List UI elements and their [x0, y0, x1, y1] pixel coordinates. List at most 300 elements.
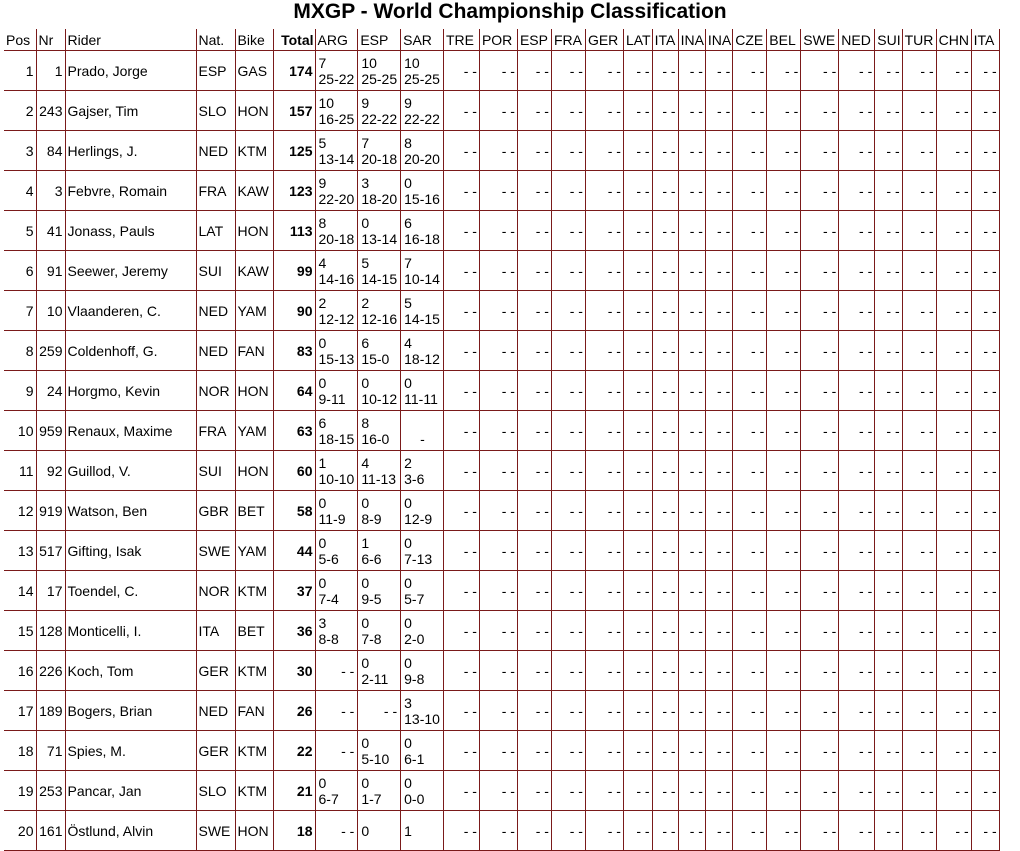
round-points: 0	[404, 654, 412, 671]
nationality-cell: FRA	[196, 411, 235, 451]
round-points-blank	[404, 415, 440, 431]
round-result	[358, 411, 401, 451]
round-result-empty: - -	[801, 291, 839, 331]
round-result-empty: - -	[443, 411, 479, 451]
round-result-empty: - -	[623, 691, 652, 731]
round-points: 10	[361, 54, 377, 71]
round-result	[401, 371, 444, 411]
round-result	[401, 91, 444, 131]
round-result	[401, 171, 444, 211]
total-points: 99	[273, 251, 315, 291]
nationality-cell: NED	[196, 131, 235, 171]
round-result-empty: - -	[839, 171, 875, 211]
round-result	[401, 211, 444, 251]
round-result	[401, 731, 444, 771]
bike-cell: FAN	[235, 331, 273, 371]
round-result-empty: - -	[585, 571, 623, 611]
round-result-empty: - -	[652, 451, 678, 491]
heat-results: 16-25	[318, 110, 355, 127]
round-result-empty: - -	[801, 211, 839, 251]
round-result-empty: - -	[678, 251, 705, 291]
column-header-tre-9: TRE	[443, 29, 479, 51]
rider-name: Seewer, Jeremy	[65, 251, 196, 291]
round-result-empty: - -	[652, 571, 678, 611]
column-header-nat-3: Nat.	[196, 29, 235, 51]
round-result-empty: - -	[875, 611, 902, 651]
round-result-empty: - -	[936, 571, 971, 611]
round-result-empty: - -	[902, 371, 936, 411]
round-result-empty: - -	[705, 91, 732, 131]
total-points: 63	[273, 411, 315, 451]
round-result-empty: - -	[585, 131, 623, 171]
round-result-empty: - -	[875, 451, 902, 491]
round-result-empty: - -	[652, 131, 678, 171]
round-result-empty: - -	[517, 171, 551, 211]
round-result	[315, 91, 358, 131]
round-result-empty: - -	[652, 251, 678, 291]
round-result-empty: - -	[479, 411, 517, 451]
round-points: 9	[318, 174, 327, 191]
table-row	[4, 251, 999, 291]
round-result-empty: - -	[678, 131, 705, 171]
round-result	[358, 251, 401, 291]
round-result	[315, 371, 358, 411]
number-cell: 959	[36, 411, 65, 451]
round-result-empty: - -	[839, 691, 875, 731]
nationality-cell: ITA	[196, 611, 235, 651]
round-result-empty: - -	[551, 611, 585, 651]
round-result-empty: - -	[801, 771, 839, 811]
heat-results: 9-11	[318, 390, 346, 407]
column-header-ned-21: NED	[839, 29, 875, 51]
round-result-empty: - -	[585, 251, 623, 291]
round-result	[315, 251, 358, 291]
nationality-cell: NED	[196, 331, 235, 371]
heat-results: 14-15	[404, 310, 440, 327]
rider-name: Gajser, Tim	[65, 91, 196, 131]
round-result-empty: - -	[479, 611, 517, 651]
round-result-empty: - -	[443, 371, 479, 411]
rider-name: Östlund, Alvin	[65, 811, 196, 851]
bike-cell: HON	[235, 371, 273, 411]
round-result	[358, 171, 401, 211]
round-result-empty: - -	[733, 251, 767, 291]
round-result-empty: - -	[875, 691, 902, 731]
heat-results: 12-9	[404, 510, 433, 527]
round-result-empty: - -	[902, 771, 936, 811]
round-result-empty: - -	[801, 91, 839, 131]
round-result-empty: - -	[902, 691, 936, 731]
round-result-empty: - -	[767, 291, 801, 331]
round-result-empty: - -	[479, 651, 517, 691]
round-result-empty: - -	[517, 371, 551, 411]
bike-cell: HON	[235, 211, 273, 251]
round-result-empty: - -	[971, 51, 999, 91]
round-result-empty: - -	[936, 771, 971, 811]
round-points: 0	[361, 214, 370, 231]
round-result-empty: - -	[801, 411, 839, 451]
round-result-empty: - -	[623, 331, 652, 371]
column-header-arg-6: ARG	[315, 29, 358, 51]
round-result-empty: - -	[479, 171, 517, 211]
round-result-empty: - -	[517, 131, 551, 171]
number-cell: 41	[36, 211, 65, 251]
round-result-empty: - -	[767, 131, 801, 171]
round-result-empty: - -	[479, 251, 517, 291]
round-result	[315, 531, 358, 571]
round-result	[358, 131, 401, 171]
round-result-empty: - -	[705, 531, 732, 571]
round-result	[358, 531, 401, 571]
round-result-empty: - -	[936, 251, 971, 291]
column-header-lat-14: LAT	[623, 29, 652, 51]
round-result-empty: - -	[733, 731, 767, 771]
round-result-empty: - -	[767, 411, 801, 451]
table-row	[4, 331, 999, 371]
round-result-empty: - -	[936, 211, 971, 251]
round-result-empty: - -	[971, 811, 999, 851]
position-cell: 6	[4, 251, 36, 291]
round-points: 0	[361, 574, 370, 591]
round-result-empty: - -	[801, 731, 839, 771]
round-points: 0	[404, 494, 412, 511]
table-row	[4, 571, 999, 611]
number-cell: 517	[36, 531, 65, 571]
page-title: MXGP - World Championship Classification	[293, 0, 727, 23]
number-cell: 253	[36, 771, 65, 811]
round-points: 5	[318, 134, 327, 151]
round-result-empty: - -	[733, 331, 767, 371]
round-result-empty: - -	[623, 291, 652, 331]
round-result-empty: - -	[678, 531, 705, 571]
round-result-empty: - -	[705, 251, 732, 291]
round-result	[401, 251, 444, 291]
table-row	[4, 691, 999, 731]
round-result	[358, 491, 401, 531]
round-result-empty: - -	[443, 611, 479, 651]
round-result-empty: - -	[551, 531, 585, 571]
round-result-empty: - -	[767, 691, 801, 731]
round-result-empty: - -	[585, 451, 623, 491]
round-result-empty: - -	[443, 51, 479, 91]
round-result-empty: - -	[551, 51, 585, 91]
round-result-empty: - -	[971, 651, 999, 691]
round-result-empty: - -	[875, 51, 902, 91]
heat-results: 7-8	[361, 630, 382, 647]
heat-results: 8-9	[361, 510, 382, 527]
round-result-empty: - -	[875, 571, 902, 611]
round-result-empty: - -	[902, 651, 936, 691]
heat-results: 6-7	[318, 790, 339, 807]
heat-results: 0-0	[404, 790, 425, 807]
round-result-empty: - -	[839, 371, 875, 411]
nationality-cell: NOR	[196, 371, 235, 411]
round-result-empty: - -	[875, 411, 902, 451]
round-result-empty: - -	[652, 731, 678, 771]
round-result-empty: - -	[733, 691, 767, 731]
round-result-empty: - -	[705, 211, 732, 251]
nationality-cell: SWE	[196, 531, 235, 571]
heat-results: 22-20	[318, 190, 355, 207]
round-result	[358, 771, 401, 811]
position-cell: 11	[4, 451, 36, 491]
round-result	[401, 451, 444, 491]
round-result-empty: - -	[767, 331, 801, 371]
round-points: 9	[404, 94, 412, 111]
round-result-empty: - -	[733, 651, 767, 691]
bike-cell: YAM	[235, 291, 273, 331]
round-result-empty: - -	[623, 131, 652, 171]
heat-results: 8-8	[318, 630, 339, 647]
round-result	[315, 491, 358, 531]
round-result-empty: - -	[902, 131, 936, 171]
round-result-empty: - -	[936, 51, 971, 91]
round-result-empty: - -	[839, 771, 875, 811]
round-result-empty: - -	[936, 91, 971, 131]
round-result-empty: - -	[733, 211, 767, 251]
round-result-empty: - -	[551, 651, 585, 691]
round-points: 5	[404, 294, 412, 311]
round-result-empty: - -	[971, 251, 999, 291]
round-result-empty: - -	[443, 451, 479, 491]
rider-name: Renaux, Maxime	[65, 411, 196, 451]
round-result-empty: - -	[443, 571, 479, 611]
round-result	[315, 211, 358, 251]
round-points: 0	[318, 534, 327, 551]
round-result-empty: - -	[652, 211, 678, 251]
column-header-ina-16: INA	[678, 29, 705, 51]
round-result-empty: - -	[875, 291, 902, 331]
round-result-empty: - -	[678, 691, 705, 731]
round-result-empty: - -	[551, 371, 585, 411]
round-result-empty: - -	[623, 51, 652, 91]
column-header-por-10: POR	[479, 29, 517, 51]
round-result-empty: - -	[443, 251, 479, 291]
round-result-empty: - -	[551, 411, 585, 451]
total-points: 30	[273, 651, 315, 691]
total-points: 64	[273, 371, 315, 411]
round-points: 0	[404, 534, 412, 551]
round-result-empty: - -	[652, 531, 678, 571]
nationality-cell: SUI	[196, 451, 235, 491]
round-result-empty: - -	[971, 211, 999, 251]
round-result-empty: - -	[801, 611, 839, 651]
position-cell: 4	[4, 171, 36, 211]
column-header-rider-2: Rider	[65, 29, 196, 51]
total-points: 37	[273, 571, 315, 611]
round-result-empty: - -	[801, 691, 839, 731]
round-result-empty: - -	[479, 691, 517, 731]
round-result-empty: - -	[902, 171, 936, 211]
round-result-empty: - -	[801, 651, 839, 691]
round-result	[401, 611, 444, 651]
heat-results: 3-6	[404, 470, 425, 487]
round-result	[358, 571, 401, 611]
number-cell: 161	[36, 811, 65, 851]
heat-results: 5-7	[404, 590, 425, 607]
round-result-empty: - -	[767, 611, 801, 651]
round-result-empty: - -	[971, 731, 999, 771]
round-points: 10	[404, 54, 420, 71]
position-cell: 1	[4, 51, 36, 91]
round-result-empty: - -	[315, 651, 358, 691]
round-result-empty: - -	[678, 291, 705, 331]
round-result-empty: - -	[678, 331, 705, 371]
table-row	[4, 211, 999, 251]
heat-results: 22-22	[404, 110, 440, 127]
column-header-ita-15: ITA	[652, 29, 678, 51]
round-result-empty: - -	[801, 171, 839, 211]
round-points: 0	[318, 334, 327, 351]
round-result-empty: - -	[936, 731, 971, 771]
number-cell: 84	[36, 131, 65, 171]
heat-results: 20-18	[318, 230, 355, 247]
nationality-cell: SLO	[196, 91, 235, 131]
round-result-empty: - -	[733, 51, 767, 91]
round-points: 4	[318, 254, 327, 271]
round-result-empty: - -	[971, 91, 999, 131]
round-points: 0	[318, 374, 327, 391]
round-result-empty: - -	[801, 331, 839, 371]
round-result-empty: - -	[678, 611, 705, 651]
round-result-empty: - -	[678, 451, 705, 491]
heat-results: 25-25	[404, 70, 440, 87]
round-result-empty: - -	[705, 651, 732, 691]
round-points: 3	[361, 174, 370, 191]
round-result	[358, 731, 401, 771]
round-result-empty: - -	[652, 651, 678, 691]
bike-cell: YAM	[235, 531, 273, 571]
round-points: 8	[404, 134, 412, 151]
round-result-empty: - -	[971, 531, 999, 571]
round-result-empty: - -	[517, 251, 551, 291]
round-result	[401, 571, 444, 611]
rider-name: Koch, Tom	[65, 651, 196, 691]
total-points: 125	[273, 131, 315, 171]
round-result-empty: - -	[839, 131, 875, 171]
round-result	[358, 451, 401, 491]
round-result	[358, 611, 401, 651]
nationality-cell: NED	[196, 691, 235, 731]
position-cell: 19	[4, 771, 36, 811]
round-result-empty: - -	[479, 771, 517, 811]
round-result-empty: - -	[623, 811, 652, 851]
round-result-empty: - -	[678, 491, 705, 531]
heat-results: 6-6	[361, 550, 382, 567]
round-points: 8	[361, 414, 370, 431]
round-result-empty: - -	[652, 51, 678, 91]
round-result-empty: - -	[551, 451, 585, 491]
round-result-empty: - -	[585, 491, 623, 531]
bike-cell: FAN	[235, 691, 273, 731]
round-result-empty: - -	[971, 331, 999, 371]
rider-name: Spies, M.	[65, 731, 196, 771]
heat-results: 7-4	[318, 590, 339, 607]
round-points: 2	[361, 294, 370, 311]
round-points: 0	[404, 574, 412, 591]
round-result-empty: - -	[936, 531, 971, 571]
round-result-empty: - -	[315, 811, 358, 851]
round-result-empty: - -	[801, 251, 839, 291]
total-points: 90	[273, 291, 315, 331]
position-cell: 13	[4, 531, 36, 571]
round-result	[401, 491, 444, 531]
heat-results: 14-16	[318, 270, 355, 287]
round-result-empty: - -	[902, 531, 936, 571]
round-result-empty: - -	[479, 211, 517, 251]
round-result-empty: - -	[585, 691, 623, 731]
round-result-empty: - -	[678, 811, 705, 851]
round-result-empty: - -	[875, 811, 902, 851]
round-result-empty: - -	[936, 371, 971, 411]
round-result-empty: - -	[705, 291, 732, 331]
table-row	[4, 51, 999, 91]
round-result-empty: - -	[517, 91, 551, 131]
round-result-empty: - -	[585, 531, 623, 571]
round-points: 0	[361, 374, 370, 391]
round-result-empty: - -	[585, 651, 623, 691]
round-result-empty: - -	[936, 451, 971, 491]
heat-results: 25-22	[318, 70, 355, 87]
rider-name: Watson, Ben	[65, 491, 196, 531]
round-result-empty: - -	[902, 331, 936, 371]
round-result-empty: - -	[971, 411, 999, 451]
round-points: 7	[361, 134, 370, 151]
round-result-empty: - -	[678, 411, 705, 451]
round-result-empty: - -	[705, 451, 732, 491]
round-result-empty: - -	[875, 251, 902, 291]
round-result-empty: - -	[971, 451, 999, 491]
rider-name: Guillod, V.	[65, 451, 196, 491]
nationality-cell: SLO	[196, 771, 235, 811]
round-result-empty: - -	[801, 491, 839, 531]
round-result-empty: - -	[733, 611, 767, 651]
round-result-empty: - -	[733, 91, 767, 131]
round-result-empty: - -	[623, 771, 652, 811]
round-result-empty: - -	[652, 91, 678, 131]
total-points: 58	[273, 491, 315, 531]
heat-results: 13-14	[318, 150, 355, 167]
table-row	[4, 531, 999, 571]
round-points: 0	[404, 734, 412, 751]
round-result-empty: - -	[551, 771, 585, 811]
round-points: 4	[404, 334, 412, 351]
number-cell: 243	[36, 91, 65, 131]
round-result-empty: - -	[585, 771, 623, 811]
round-result	[358, 211, 401, 251]
total-points: 21	[273, 771, 315, 811]
round-points: 1	[318, 454, 327, 471]
round-result	[401, 771, 444, 811]
round-result-empty: - -	[551, 291, 585, 331]
heat-results: 25-25	[361, 70, 398, 87]
heat-results: 16-18	[404, 230, 440, 247]
round-points: 4	[361, 454, 370, 471]
number-cell: 226	[36, 651, 65, 691]
column-header-esp-7: ESP	[358, 29, 401, 51]
number-cell: 10	[36, 291, 65, 331]
rider-name: Jonass, Pauls	[65, 211, 196, 251]
round-result-empty: - -	[733, 491, 767, 531]
table-body	[4, 51, 999, 851]
round-result-empty: - -	[936, 611, 971, 651]
rider-name: Vlaanderen, C.	[65, 291, 196, 331]
round-result-empty: - -	[585, 731, 623, 771]
round-result-empty: - -	[551, 251, 585, 291]
number-cell: 92	[36, 451, 65, 491]
heat-results: 18-15	[318, 430, 355, 447]
round-result-empty: - -	[936, 331, 971, 371]
